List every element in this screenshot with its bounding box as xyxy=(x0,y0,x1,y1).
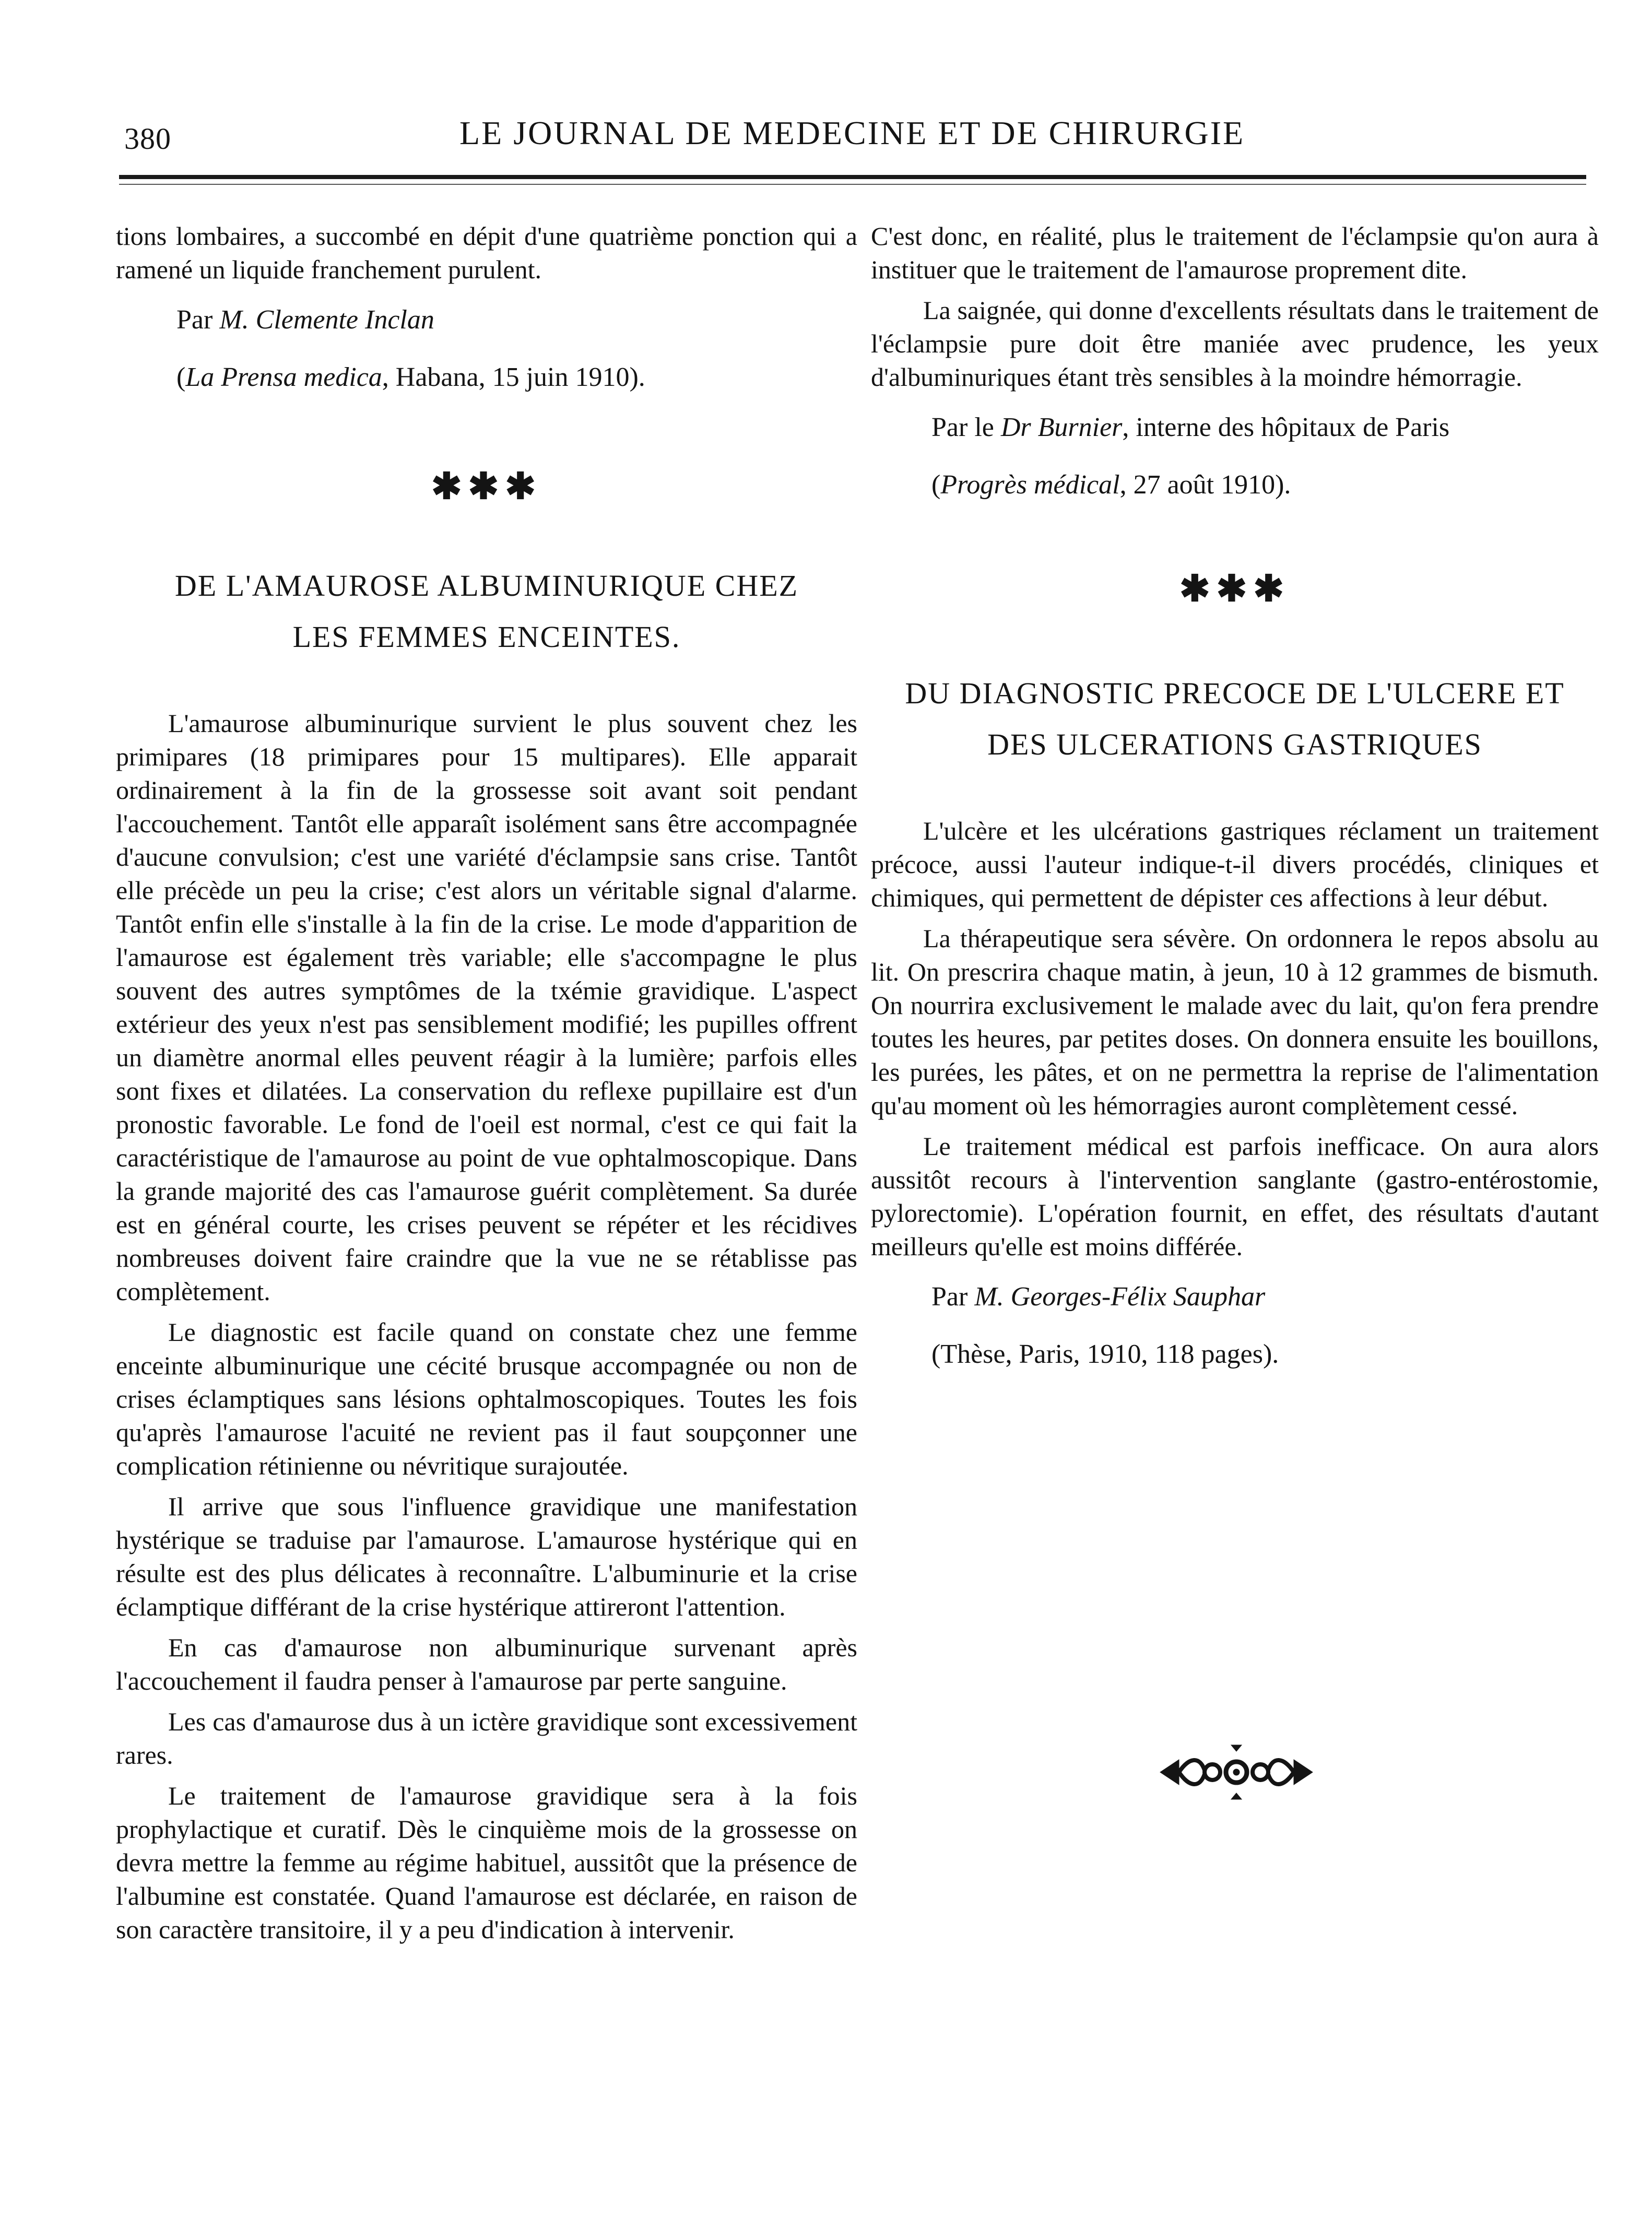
header-rule-thin xyxy=(119,184,1586,185)
body-paragraph: Le traitement médical est parfois inefficace. On aura alors aussitôt recours à l'intervention sanglante (gastro-entérostomie, pylorectomie). L'opération fournit, en effet, des résultats d'autant meilleurs qu'elle est moins différée. xyxy=(871,1131,1599,1261)
source-these: (Thèse, Paris, 1910, 118 pages). xyxy=(931,1339,1279,1369)
body-paragraph: L'ulcère et les ulcérations gastriques réclament un traitement précoce, aussi l'auteur indique-t-il divers procédés, cliniques et chimiques, qui permettent de dépister ces affections à leur début. xyxy=(871,816,1599,912)
fleuron-ornament-icon xyxy=(1158,1744,1315,1800)
source-open: ( xyxy=(931,470,941,500)
body-paragraph: Il arrive que sous l'influence gravidique une manifestation hystérique se traduise par l'amaurose. L'amaurose hystérique qui en résulte est des plus délicates à reconnaître. L'albuminurie et la crise éclamptique différant de la crise hystérique attireront l'attention. xyxy=(116,1492,857,1621)
asterism-divider: ✱✱✱ xyxy=(431,467,542,507)
body-paragraph: La saignée, qui donne d'excellents résultats dans le traitement de l'éclampsie pure doit être maniée avec prudence, les yeux d'albuminuriques étant très sensibles à la moindre hémorragie. xyxy=(871,296,1599,392)
body-paragraph: En cas d'amaurose non albuminurique survenant après l'accouchement il faudra penser à l'amaurose par perte sanguine. xyxy=(116,1633,857,1695)
byline-prefix: Par xyxy=(931,1282,975,1312)
byline-author: Dr Burnier xyxy=(1000,412,1123,442)
byline-burnier xyxy=(871,407,1599,448)
byline-author: M. Georges-Félix Sauphar xyxy=(974,1282,1266,1312)
page-number: 380 xyxy=(124,122,171,156)
source-open: ( xyxy=(176,362,186,392)
asterism-divider: ✱✱✱ xyxy=(1179,569,1290,609)
byline-author: M. Clemente Inclan xyxy=(219,305,434,335)
byline-sauphar xyxy=(871,1277,1599,1317)
section-title-line: LES FEMMES ENCEINTES. xyxy=(292,620,681,654)
section-title-line: DU DIAGNOSTIC PRECOCE DE L'ULCERE ET xyxy=(905,676,1565,710)
body-paragraph: C'est donc, en réalité, plus le traitement de l'éclampsie qu'on aura à instituer que le traitement de l'amaurose proprement dite. xyxy=(871,221,1599,284)
section-title-line: DES ULCERATIONS GASTRIQUES xyxy=(987,727,1482,761)
continuation-paragraph: tions lombaires, a succombé en dépit d'une quatrième ponction qui a ramené un liquide franchement purulent. xyxy=(116,221,857,284)
source-rest: , Habana, 15 juin 1910). xyxy=(382,362,645,392)
left-column xyxy=(116,219,857,1946)
byline-prefix: Par le xyxy=(931,412,1001,442)
section-title-amaurose xyxy=(116,560,857,663)
byline-rest: , interne des hôpitaux de Paris xyxy=(1122,412,1450,442)
body-paragraph: La thérapeutique sera sévère. On ordonnera le repos absolu au lit. On prescrira chaque matin, à jeun, 10 à 12 grammes de bismuth. On nourrira exclusivement le malade avec du lait, qu'on fera prendre toutes les heures, par petites doses. On donnera ensuite les bouillons, les purées, les pâtes, et on ne permettra la reprise de l'alimentation qu'au moment où les hémorragies auront complètement cessé. xyxy=(871,924,1599,1120)
source-progres-medical xyxy=(871,465,1599,505)
source-rest: , 27 août 1910). xyxy=(1119,470,1291,500)
section-title-line: DE L'AMAUROSE ALBUMINURIQUE CHEZ xyxy=(174,569,799,603)
body-paragraph: Le traitement de l'amaurose gravidique sera à la fois prophylactique et curatif. Dès le cinquième mois de la grossesse on devra mettre la femme au régime habituel, aussitôt que la présence de l'albumine est constatée. Quand l'amaurose est déclarée, en raison de son caractère transitoire, il y a peu d'indication à intervenir. xyxy=(116,1781,857,1944)
source-journal: Progrès médical xyxy=(940,470,1120,500)
source-journal: La Prensa medica xyxy=(185,362,382,392)
byline-prefix: Par xyxy=(176,305,220,335)
byline-inclan xyxy=(116,300,857,340)
header-rule xyxy=(119,175,1586,179)
section-title-ulcere xyxy=(871,668,1599,770)
right-column xyxy=(871,219,1599,1375)
body-paragraph: Le diagnostic est facile quand on constate chez une femme enceinte albuminurique une cécité brusque accompagnée ou non de crises éclamptiques sans lésions ophtalmoscopiques. Toutes les fois qu'après l'amaurose l'acuité ne revient pas il faut soupçonner une complication rétinienne ou névritique surajoutée. xyxy=(116,1317,857,1480)
page-header xyxy=(0,99,1652,162)
body-paragraph: L'amaurose albuminurique survient le plus souvent chez les primipares (18 primipares pour 15 multipares). Elle apparait ordinairement à la fin de la grossesse soit avant soit pendant l'accouchement. Tantôt elle apparaît isolément sans être accompagnée d'aucune convulsion; c'est une variété d'éclampsie sans crise. Tantôt elle précède un peu la crise; c'est alors un véritable signal d'alarme. Tantôt enfin elle s'installe à la fin de la crise. Le mode d'apparition de l'amaurose est également très variable; elle s'accompagne le plus souvent des autres symptômes de la txémie gravidique. L'aspect extérieur des yeux n'est pas sensiblement modifié; les pupilles offrent un diamètre anormal elles peuvent réagir à la lumière; parfois elles sont fixes et dilatées. La conservation du reflexe pupillaire est d'un pronostic favorable. Le fond de l'oeil est normal, c'est ce qui fait la caractéristique de l'amaurose au point de vue ophtalmoscopique. Dans la grande majorité des cas l'amaurose guérit complètement. Sa durée est en général courte, les crises peuvent se répéter et les récidives nombreuses doivent faire craindre que la vue ne se rétablisse pas complètement. xyxy=(116,709,857,1306)
source-prensa-medica xyxy=(116,357,857,398)
journal-title: LE JOURNAL DE MEDECINE ET DE CHIRURGIE xyxy=(459,114,1245,151)
body-paragraph: Les cas d'amaurose dus à un ictère gravidique sont excessivement rares. xyxy=(116,1707,857,1770)
